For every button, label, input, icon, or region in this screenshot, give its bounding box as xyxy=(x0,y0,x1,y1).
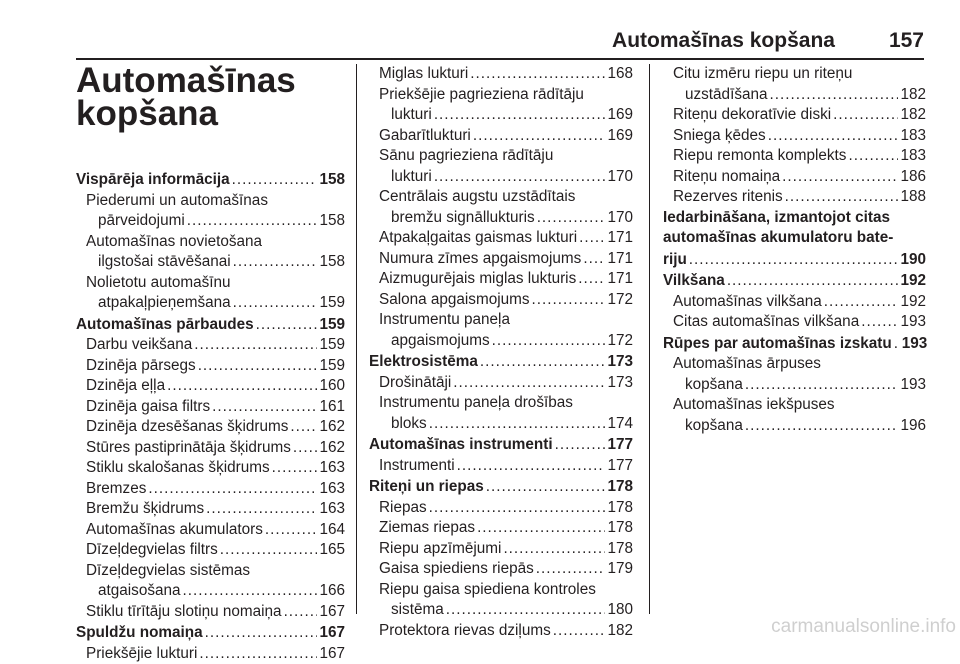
toc-entry-title: Elektrosistēma xyxy=(369,352,478,373)
toc-entry[interactable] xyxy=(76,232,345,253)
toc-page-number: 159 xyxy=(319,293,345,314)
toc-entry-title: Automašīnas iekšpuses xyxy=(673,395,835,416)
toc-entry-title: Instrumentu paneļa xyxy=(379,310,510,331)
toc-entry-title: kopšana xyxy=(685,416,743,437)
dot-leader xyxy=(555,435,606,456)
toc-entry-title: Riepu apzīmējumi xyxy=(379,539,501,560)
toc-entry-title: Salona apgaismojums xyxy=(379,290,530,311)
dot-leader xyxy=(536,559,606,580)
toc-page-number: 162 xyxy=(319,417,345,438)
toc-entry[interactable] xyxy=(76,293,345,314)
dot-leader xyxy=(434,105,606,126)
toc-entry-title: atgaisošana xyxy=(98,581,181,602)
toc-entry[interactable] xyxy=(663,167,926,188)
toc-page-number: 172 xyxy=(607,331,633,352)
dot-leader xyxy=(232,170,318,191)
toc-entry-title: automašīnas akumulatoru bate- xyxy=(663,228,893,249)
toc-section-entry[interactable] xyxy=(369,477,633,498)
toc-section-entry[interactable] xyxy=(76,315,345,336)
toc-entry-title: Spuldžu nomaiņa xyxy=(76,623,203,644)
toc-section-entry[interactable] xyxy=(369,352,633,373)
toc-page-number: 162 xyxy=(319,438,345,459)
toc-entry-title: Riteņu nomaiņa xyxy=(673,167,780,188)
dot-leader xyxy=(429,498,606,519)
dot-leader xyxy=(553,621,606,642)
dot-leader xyxy=(770,85,899,106)
dot-leader xyxy=(894,334,900,355)
toc-page-number: 171 xyxy=(607,269,633,290)
toc-entry-title: Dīzeļdegvielas sistēmas xyxy=(86,561,250,582)
toc-entry-title: Bremžu šķidrums xyxy=(86,499,204,520)
toc-entry[interactable] xyxy=(369,580,633,601)
toc-entry-title: Bremzes xyxy=(86,479,146,500)
toc-entry-title: Automašīnas ārpuses xyxy=(673,354,821,375)
toc-entry-title: lukturi xyxy=(391,167,432,188)
toc-entry[interactable] xyxy=(369,269,633,290)
dot-leader xyxy=(194,335,317,356)
toc-section-entry[interactable] xyxy=(663,228,926,249)
toc-page-number: 182 xyxy=(900,85,926,106)
dot-leader xyxy=(233,293,318,314)
dot-leader xyxy=(198,356,318,377)
toc-section-entry[interactable] xyxy=(76,623,345,644)
toc-entry[interactable] xyxy=(369,187,633,208)
toc-page-number: 158 xyxy=(319,211,345,232)
toc-page-number: 192 xyxy=(900,271,926,292)
toc-entry-title: Dīzeļdegvielas filtrs xyxy=(86,540,218,561)
toc-page-number: 167 xyxy=(319,644,345,664)
toc-entry[interactable] xyxy=(663,416,926,437)
toc-page-number: 160 xyxy=(319,376,345,397)
toc-page-number: 159 xyxy=(319,335,345,356)
dot-leader xyxy=(429,414,606,435)
dot-leader xyxy=(833,105,898,126)
toc-entry[interactable] xyxy=(369,310,633,331)
dot-leader xyxy=(861,312,898,333)
toc-page-number: 171 xyxy=(607,228,633,249)
toc-entry-title: Riteņi un riepas xyxy=(369,477,484,498)
page-header xyxy=(76,26,924,56)
toc-page-number: 169 xyxy=(607,105,633,126)
dot-leader xyxy=(486,477,606,498)
toc-entry[interactable] xyxy=(76,417,345,438)
dot-leader xyxy=(212,397,317,418)
toc-entry-title: Riteņu dekoratīvie diski xyxy=(673,105,831,126)
toc-entry-title: Dzinēja dzesēšanas šķidrums xyxy=(86,417,288,438)
toc-page-number: 167 xyxy=(319,602,345,623)
toc-page-number: 190 xyxy=(900,250,926,271)
toc-page-number: 186 xyxy=(900,167,926,188)
toc-entry[interactable] xyxy=(369,126,633,147)
dot-leader xyxy=(745,375,899,396)
toc-page-number: 193 xyxy=(900,312,926,333)
toc-page-number: 161 xyxy=(319,397,345,418)
toc-entry[interactable] xyxy=(369,331,633,352)
dot-leader xyxy=(848,146,898,167)
dot-leader xyxy=(824,292,899,313)
toc-section-entry[interactable] xyxy=(663,271,926,292)
toc-page-number: 183 xyxy=(900,146,926,167)
dot-leader xyxy=(183,581,318,602)
toc-entry-title: Citu izmēru riepu un riteņu xyxy=(673,64,852,85)
page-number: 157 xyxy=(889,29,924,53)
dot-leader xyxy=(782,167,898,188)
toc-entry[interactable] xyxy=(76,211,345,232)
toc-page-number: 178 xyxy=(607,477,633,498)
toc-entry[interactable] xyxy=(76,376,345,397)
toc-entry-title: Numura zīmes apgaismojums xyxy=(379,249,581,270)
dot-leader xyxy=(579,228,605,249)
toc-entry-title: riju xyxy=(663,250,687,271)
toc-page-number: 196 xyxy=(900,416,926,437)
toc-entry-title: Instrumentu paneļa drošības xyxy=(379,393,573,414)
toc-page-number: 178 xyxy=(607,518,633,539)
toc-entry-title: Automašīnas novietošana xyxy=(86,232,262,253)
toc-page-number: 158 xyxy=(319,252,345,273)
toc-page-number: 182 xyxy=(607,621,633,642)
toc-entry[interactable] xyxy=(76,561,345,582)
toc-entry-title: Stiklu skalošanas šķidrums xyxy=(86,458,270,479)
toc-entry[interactable] xyxy=(663,395,926,416)
toc-entry-title: Piederumi un automašīnas xyxy=(86,191,268,212)
dot-leader xyxy=(256,315,318,336)
toc-entry[interactable] xyxy=(76,273,345,294)
toc-entry-title: Dzinēja gaisa filtrs xyxy=(86,397,210,418)
dot-leader xyxy=(768,126,899,147)
toc-page-number: 172 xyxy=(607,290,633,311)
dot-leader xyxy=(284,602,318,623)
toc-page-number: 193 xyxy=(900,375,926,396)
toc-entry[interactable] xyxy=(369,249,633,270)
toc-entry[interactable] xyxy=(663,292,926,313)
toc-entry[interactable] xyxy=(663,105,926,126)
toc-entry-title: uzstādīšana xyxy=(685,85,768,106)
toc-section-entry[interactable] xyxy=(663,334,926,355)
toc-page-number: 170 xyxy=(607,167,633,188)
toc-page-number: 192 xyxy=(900,292,926,313)
toc-entry[interactable] xyxy=(369,373,633,394)
toc-entry[interactable] xyxy=(76,644,345,664)
toc-entry[interactable] xyxy=(369,146,633,167)
dot-leader xyxy=(233,252,318,273)
toc-entry[interactable] xyxy=(76,458,345,479)
toc-entry[interactable] xyxy=(369,393,633,414)
dot-leader xyxy=(293,438,318,459)
toc-entry-title: Miglas lukturi xyxy=(379,64,468,85)
toc-page-number: 163 xyxy=(319,458,345,479)
toc-page-number: 177 xyxy=(607,456,633,477)
toc-entry[interactable] xyxy=(663,146,926,167)
toc-entry-title: Priekšējie pagrieziena rādītāju xyxy=(379,85,584,106)
dot-leader xyxy=(290,417,317,438)
toc-entry[interactable] xyxy=(369,290,633,311)
column-divider xyxy=(356,64,357,614)
toc-entry-title: Automašīnas akumulators xyxy=(86,520,263,541)
toc-entry-title: bloks xyxy=(391,414,427,435)
toc-page-number: 171 xyxy=(607,249,633,270)
toc-page-number: 178 xyxy=(607,539,633,560)
toc-page-number: 165 xyxy=(319,540,345,561)
toc-entry-title: Sniega ķēdes xyxy=(673,126,766,147)
header-rule xyxy=(76,58,924,60)
toc-entry[interactable] xyxy=(369,64,633,85)
toc-entry-title: Gabarītlukturi xyxy=(379,126,471,147)
toc-entry-title: Ziemas riepas xyxy=(379,518,475,539)
dot-leader xyxy=(583,249,605,270)
toc-entry-title: kopšana xyxy=(685,375,743,396)
toc-entry-title: apgaismojums xyxy=(391,331,490,352)
toc-entry-title: Aizmugurējais miglas lukturis xyxy=(379,269,576,290)
dot-leader xyxy=(492,331,606,352)
dot-leader xyxy=(205,623,318,644)
toc-entry[interactable] xyxy=(76,335,345,356)
dot-leader xyxy=(532,290,606,311)
toc-page-number: 180 xyxy=(607,600,633,621)
toc-entry[interactable] xyxy=(369,559,633,580)
dot-leader xyxy=(446,600,606,621)
dot-leader xyxy=(578,269,605,290)
toc-page-number: 167 xyxy=(319,623,345,644)
toc-entry-title: Citas automašīnas vilkšana xyxy=(673,312,859,333)
toc-entry[interactable] xyxy=(369,600,633,621)
toc-entry[interactable] xyxy=(76,581,345,602)
dot-leader xyxy=(745,416,899,437)
toc-entry-title: Dzinēja pārsegs xyxy=(86,356,196,377)
dot-leader xyxy=(727,271,899,292)
toc-entry-title: pārveidojumi xyxy=(98,211,185,232)
toc-page-number: 177 xyxy=(607,435,633,456)
dot-leader xyxy=(503,539,605,560)
dot-leader xyxy=(453,373,605,394)
toc-page-number: 168 xyxy=(607,64,633,85)
toc-entry-title: Sānu pagrieziena rādītāju xyxy=(379,146,553,167)
toc-section-entry[interactable] xyxy=(76,170,345,191)
toc-entry[interactable] xyxy=(369,518,633,539)
toc-entry[interactable] xyxy=(369,167,633,188)
running-title: Automašīnas kopšana xyxy=(612,29,835,53)
toc-page-number: 188 xyxy=(900,187,926,208)
toc-entry-title: ilgstošai stāvēšanai xyxy=(98,252,231,273)
toc-entry[interactable] xyxy=(663,354,926,375)
toc-entry-title: Vispārēja informācija xyxy=(76,170,230,191)
toc-entry[interactable] xyxy=(76,438,345,459)
toc-entry[interactable] xyxy=(76,520,345,541)
toc-entry[interactable] xyxy=(369,85,633,106)
toc-entry[interactable] xyxy=(663,375,926,396)
toc-entry-title: Gaisa spiediens riepās xyxy=(379,559,534,580)
toc-entry-title: bremžu signāllukturis xyxy=(391,208,535,229)
toc-entry-title: Iedarbināšana, izmantojot citas xyxy=(663,208,890,229)
toc-entry[interactable] xyxy=(369,456,633,477)
dot-leader xyxy=(480,352,606,373)
toc-column-2 xyxy=(369,64,633,641)
dot-leader xyxy=(220,540,318,561)
dot-leader xyxy=(187,211,318,232)
watermark: carmanualsonline.info xyxy=(771,616,956,638)
toc-entry[interactable] xyxy=(663,187,926,208)
toc-entry-title: Atpakaļgaitas gaismas lukturi xyxy=(379,228,577,249)
toc-entry-title: Rezerves ritenis xyxy=(673,187,783,208)
toc-entry-title: Riepas xyxy=(379,498,427,519)
dot-leader xyxy=(272,458,318,479)
toc-entry-title: Automašīnas instrumenti xyxy=(369,435,553,456)
dot-leader xyxy=(473,126,606,147)
toc-entry-title: Nolietotu automašīnu xyxy=(86,273,231,294)
toc-entry[interactable] xyxy=(663,64,926,85)
dot-leader xyxy=(206,499,317,520)
toc-page-number: 163 xyxy=(319,479,345,500)
toc-column-3 xyxy=(663,64,926,436)
toc-page-number: 163 xyxy=(319,499,345,520)
dot-leader xyxy=(537,208,606,229)
toc-page-number: 178 xyxy=(607,498,633,519)
toc-entry-title: Protektora rievas dziļums xyxy=(379,621,551,642)
toc-page-number: 183 xyxy=(900,126,926,147)
dot-leader xyxy=(199,644,317,664)
toc-entry-title: lukturi xyxy=(391,105,432,126)
dot-leader xyxy=(434,167,606,188)
toc-entry-title: atpakaļpieņemšana xyxy=(98,293,231,314)
toc-entry-title: Riepu gaisa spiediena kontroles xyxy=(379,580,596,601)
toc-entry[interactable] xyxy=(369,105,633,126)
toc-entry[interactable] xyxy=(76,540,345,561)
toc-section-entry[interactable] xyxy=(663,208,926,229)
toc-entry[interactable] xyxy=(663,312,926,333)
toc-page-number: 170 xyxy=(607,208,633,229)
toc-entry[interactable] xyxy=(76,191,345,212)
toc-entry[interactable] xyxy=(76,252,345,273)
toc-section-entry[interactable] xyxy=(369,435,633,456)
toc-entry-title: Darbu veikšana xyxy=(86,335,192,356)
toc-entry-title: Instrumenti xyxy=(379,456,455,477)
toc-entry-title: Stiklu tīrītāju slotiņu nomaiņa xyxy=(86,602,282,623)
toc-entry[interactable] xyxy=(663,85,926,106)
toc-column-1 xyxy=(76,170,345,664)
toc-entry[interactable] xyxy=(369,539,633,560)
toc-page-number: 182 xyxy=(900,105,926,126)
toc-entry[interactable] xyxy=(663,126,926,147)
toc-page-number: 174 xyxy=(607,414,633,435)
toc-entry-title: sistēma xyxy=(391,600,444,621)
dot-leader xyxy=(265,520,318,541)
toc-entry[interactable] xyxy=(76,499,345,520)
dot-leader xyxy=(457,456,606,477)
dot-leader xyxy=(167,376,317,397)
toc-entry-title: Priekšējie lukturi xyxy=(86,644,197,664)
toc-entry-title: Automašīnas vilkšana xyxy=(673,292,822,313)
toc-page-number: 179 xyxy=(607,559,633,580)
dot-leader xyxy=(470,64,605,85)
toc-page-number: 173 xyxy=(607,373,633,394)
toc-section-entry[interactable] xyxy=(663,250,926,271)
toc-page-number: 158 xyxy=(319,170,345,191)
toc-entry-title: Rūpes par automašīnas izskatu xyxy=(663,334,892,355)
toc-entry[interactable] xyxy=(76,479,345,500)
toc-page-number: 166 xyxy=(319,581,345,602)
toc-page-number: 159 xyxy=(319,356,345,377)
chapter-title: Automašīnas kopšana xyxy=(76,64,346,130)
dot-leader xyxy=(148,479,317,500)
toc-entry[interactable] xyxy=(76,602,345,623)
toc-page-number: 173 xyxy=(607,352,633,373)
dot-leader xyxy=(477,518,605,539)
toc-page-number: 169 xyxy=(607,126,633,147)
toc-entry-title: Dzinēja eļļa xyxy=(86,376,165,397)
toc-entry-title: Vilkšana xyxy=(663,271,725,292)
toc-entry[interactable] xyxy=(369,498,633,519)
toc-entry[interactable] xyxy=(76,356,345,377)
toc-page-number: 164 xyxy=(319,520,345,541)
toc-entry-title: Drošinātāji xyxy=(379,373,451,394)
toc-entry[interactable] xyxy=(369,208,633,229)
toc-entry[interactable] xyxy=(369,621,633,642)
toc-entry[interactable] xyxy=(76,397,345,418)
toc-entry-title: Riepu remonta komplekts xyxy=(673,146,846,167)
toc-entry[interactable] xyxy=(369,414,633,435)
toc-entry[interactable] xyxy=(369,228,633,249)
toc-page-number: 193 xyxy=(902,334,928,355)
column-divider xyxy=(649,64,650,614)
toc-entry-title: Centrālais augstu uzstādītais xyxy=(379,187,575,208)
dot-leader xyxy=(689,250,899,271)
toc-entry-title: Automašīnas pārbaudes xyxy=(76,315,254,336)
toc-page-number: 159 xyxy=(319,315,345,336)
dot-leader xyxy=(785,187,899,208)
toc-entry-title: Stūres pastiprinātāja šķidrums xyxy=(86,438,291,459)
